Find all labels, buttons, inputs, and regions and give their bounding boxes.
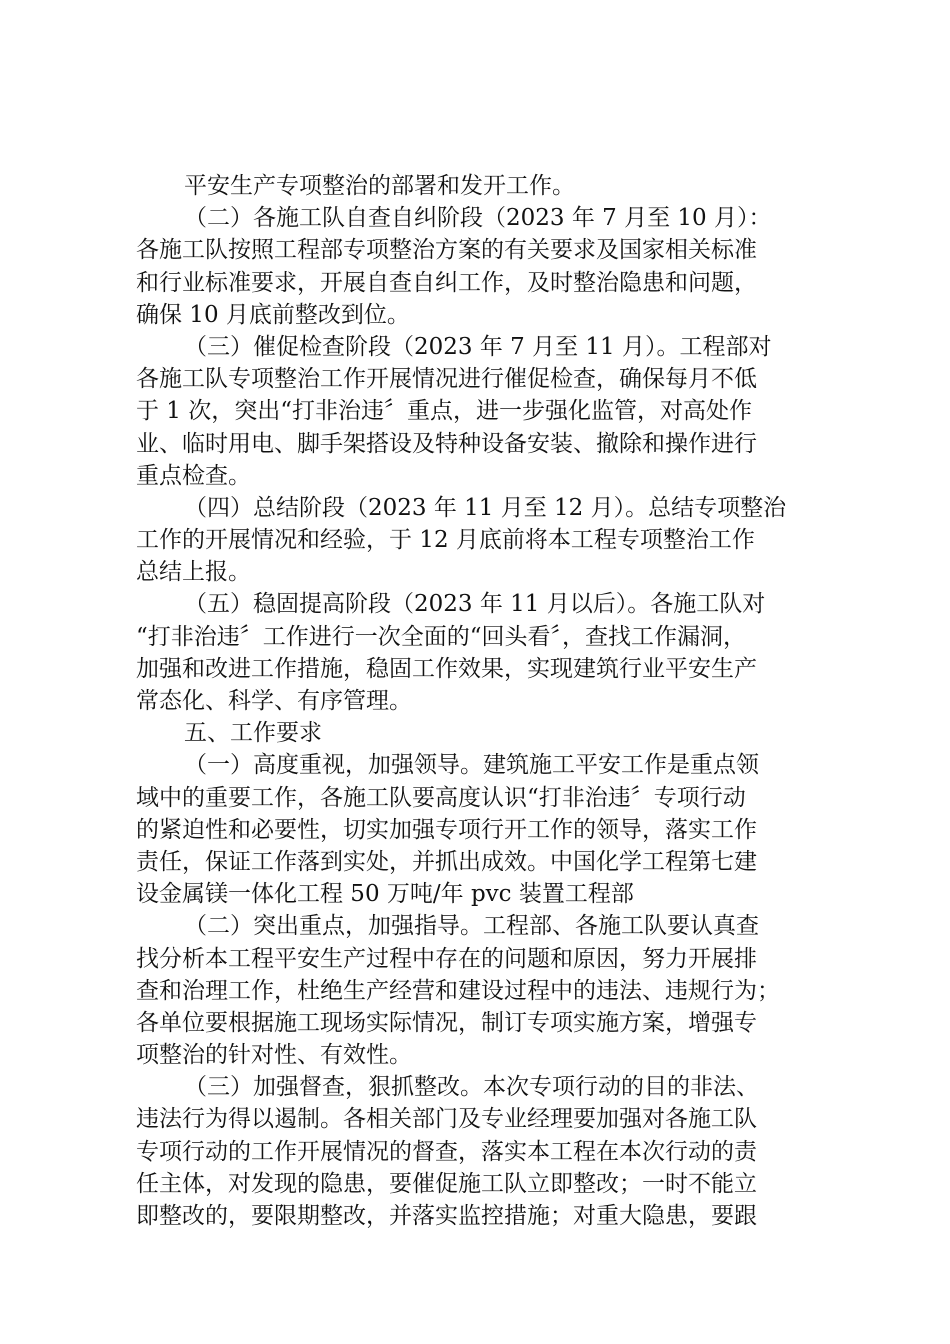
text-line: （三）催促检查阶段（2023 年 7 月至 11 月）。工程部对 [184, 333, 772, 360]
text-line: 和行业标准要求，开展自查自纠工作，及时整治隐患和问题， [136, 269, 757, 296]
text-line: 项整治的针对性、有效性。 [136, 1042, 412, 1069]
text-line: （一）高度重视，加强领导。建筑施工平安工作是重点领 [184, 752, 759, 779]
text-line: 常态化、科学、有序管理。 [136, 688, 412, 714]
text-line: “打非治违〞工作进行一次全面的“回头看〞，查找工作漏洞， [136, 623, 747, 650]
text-line: （四）总结阶段（2023 年 11 月至 12 月）。总结专项整治 [184, 494, 787, 521]
text-line: 设金属镁一体化工程 50 万吨/年 pvc 装置工程部 [136, 881, 634, 908]
text-line: 业、临时用电、脚手架搭设及特种设备安装、撤除和操作进行 [136, 430, 757, 457]
text-line: 于 1 次，突出“打非治违〞重点，进一步强化监管，对高处作 [136, 398, 753, 425]
text-line: （三）加强督查，狠抓整改。本次专项行动的目的非法、 [184, 1074, 759, 1101]
text-line: 确保 10 月底前整改到位。 [136, 301, 410, 328]
text-line: 违法行为得以遏制。各相关部门及专业经理要加强对各施工队 [136, 1106, 757, 1133]
text-line: 的紧迫性和必要性，切实加强专项行开工作的领导，落实工作 [136, 816, 757, 843]
text-line: 各施工队专项整治工作开展情况进行催促检查，确保每月不低 [136, 366, 757, 393]
text-line: 查和治理工作，杜绝生产经营和建设过程中的违法、违规行为； [136, 977, 780, 1004]
text-line: （五）稳固提高阶段（2023 年 11 月以后）。各施工队对 [184, 591, 766, 618]
document-body [136, 170, 826, 1232]
text-line: 各单位要根据施工现场实际情况，制订专项实施方案，增强专 [136, 1009, 757, 1036]
text-line: 专项行动的工作开展情况的督查，落实本工程在本次行动的责 [136, 1138, 757, 1165]
text-line: 五、工作要求 [184, 720, 322, 747]
text-line: （二）突出重点，加强指导。工程部、各施工队要认真查 [184, 913, 759, 940]
text-line: 总结上报。 [136, 559, 251, 586]
text-line: 加强和改进工作措施，稳固工作效果，实现建筑行业平安生产 [136, 655, 757, 682]
text-line: 平安生产专项整治的部署和发开工作。 [184, 173, 575, 199]
text-line: 任主体，对发现的隐患，要催促施工队立即整改；一时不能立 [136, 1170, 757, 1197]
text-line: 即整改的，要限期整改，并落实监控措施；对重大隐患，要跟 [136, 1203, 757, 1229]
text-line: 各施工队按照工程部专项整治方案的有关要求及国家相关标准 [136, 237, 757, 264]
text-line: 责任，保证工作落到实处，并抓出成效。中国化学工程第七建 [136, 848, 757, 875]
text-line: 找分析本工程平安生产过程中存在的问题和原因，努力开展排 [136, 945, 757, 972]
text-line: 工作的开展情况和经验，于 12 月底前将本工程专项整治工作 [136, 527, 755, 554]
text-line: （二）各施工队自查自纠阶段（2023 年 7 月至 10 月）： [184, 205, 772, 232]
text-line: 重点检查。 [136, 462, 251, 489]
text-line: 域中的重要工作，各施工队要高度认识“打非治违〞专项行动 [136, 784, 746, 811]
